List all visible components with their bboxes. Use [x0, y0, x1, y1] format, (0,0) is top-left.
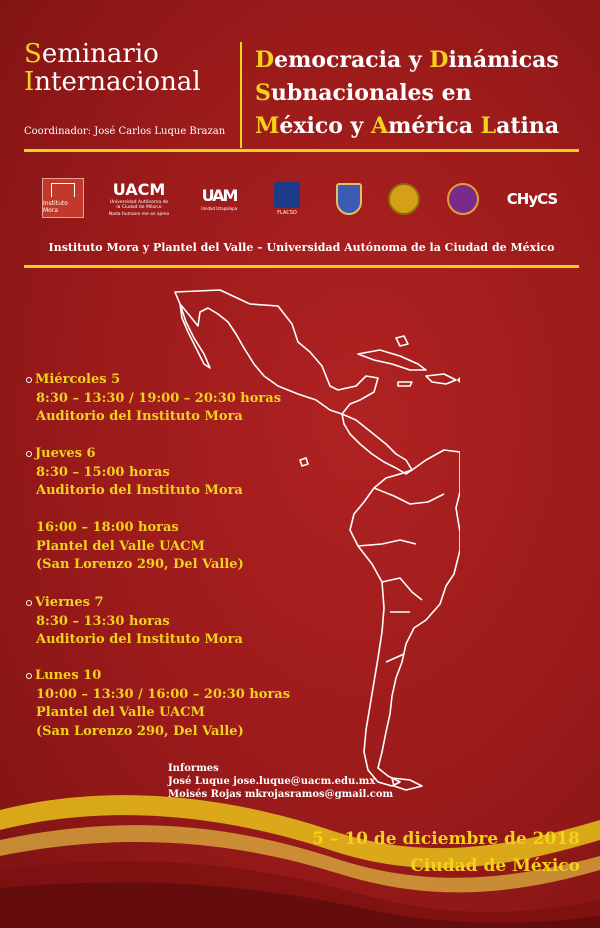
instituto-mora-logo: Instituto Mora	[42, 178, 84, 218]
main-title	[255, 44, 595, 143]
flacso-logo: FLACSO	[272, 178, 302, 220]
contact-info	[168, 762, 428, 801]
schedule-line: 16:00 – 18:00 horas	[36, 520, 179, 535]
schedule-line: Plantel del Valle UACM	[36, 705, 205, 720]
uacm-logo: UACM Universidad Autónoma de la Ciudad de México Nada humano me es ajeno	[108, 179, 170, 217]
schedule-day-3	[26, 594, 326, 650]
bahamas-outline	[396, 336, 408, 346]
schedule-line: Plantel del Valle UACM	[36, 538, 205, 554]
circular-emblem-logo	[446, 178, 480, 220]
day-label: Jueves 6	[35, 446, 96, 461]
bullet-icon	[26, 673, 32, 679]
schedule-day-4	[26, 667, 326, 741]
uam-logo: UAM Unidad Iztapalapa	[200, 185, 238, 211]
bullet-icon	[26, 600, 32, 606]
cuba-outline	[358, 350, 426, 370]
schedule-line: 8:30 – 13:30 / 19:00 – 20:30 horas	[36, 390, 282, 406]
coordinator-text: Coordinador: José Carlos Luque Brazan	[24, 126, 226, 137]
bullet-icon	[26, 377, 32, 383]
main-title-line-2: Subnacionales en	[255, 80, 472, 106]
contact-line: Moisés Rojas mkrojasramos@gmail.com	[168, 789, 394, 800]
schedule-line: (San Lorenzo 290, Del Valle)	[36, 723, 244, 739]
hispaniola-outline	[426, 374, 456, 384]
university-seal-logo	[386, 178, 422, 220]
header-rule	[24, 149, 579, 152]
seminar-title: Seminario Internacional	[24, 39, 201, 97]
chycs-logo: CHyCS	[506, 190, 558, 208]
schedule-day-1	[26, 371, 326, 427]
south-america-outline	[350, 450, 460, 786]
day-label: Lunes 10	[35, 668, 102, 683]
contact-line: José Luque jose.luque@uacm.edu.mx	[168, 776, 376, 787]
main-title-line-3: México y América Latina	[255, 113, 560, 139]
day-label: Viernes 7	[35, 595, 104, 610]
schedule-line: 10:00 – 13:30 / 16:00 – 20:30 horas	[36, 686, 291, 702]
puerto-rico-outline	[458, 378, 460, 382]
schedule-spacer	[26, 501, 326, 520]
event-city: Ciudad de México	[410, 856, 580, 876]
schedule-line: Auditorio del Instituto Mora	[36, 632, 243, 647]
baja-california-outline	[180, 304, 210, 368]
institutions-line: Instituto Mora y Plantel del Valle – Universidad Autónoma de la Ciudad de México	[48, 241, 555, 254]
schedule-line: (San Lorenzo 290, Del Valle)	[36, 557, 244, 572]
institutions-rule	[24, 265, 579, 268]
schedule-day-2	[26, 445, 326, 575]
contact-heading: Informes	[168, 763, 219, 774]
jamaica-outline	[398, 382, 412, 386]
schedule-line: 8:30 – 15:00 horas	[36, 464, 170, 480]
bullet-icon	[26, 451, 32, 457]
schedule-line: 8:30 – 13:30 horas	[36, 613, 170, 629]
country-borders	[358, 488, 444, 662]
header-divider	[240, 42, 242, 148]
university-shield-logo	[334, 178, 364, 220]
schedule-line: Auditorio del Instituto Mora	[36, 483, 243, 498]
day-label: Miércoles 5	[35, 372, 121, 387]
central-america-outline	[342, 414, 412, 474]
date-range: 5 – 10 de diciembre de 2018	[312, 829, 580, 849]
event-dates	[300, 826, 580, 880]
schedule-line: Auditorio del Instituto Mora	[36, 409, 243, 424]
main-title-line-1: Democracia y Dinámicas	[255, 47, 559, 73]
